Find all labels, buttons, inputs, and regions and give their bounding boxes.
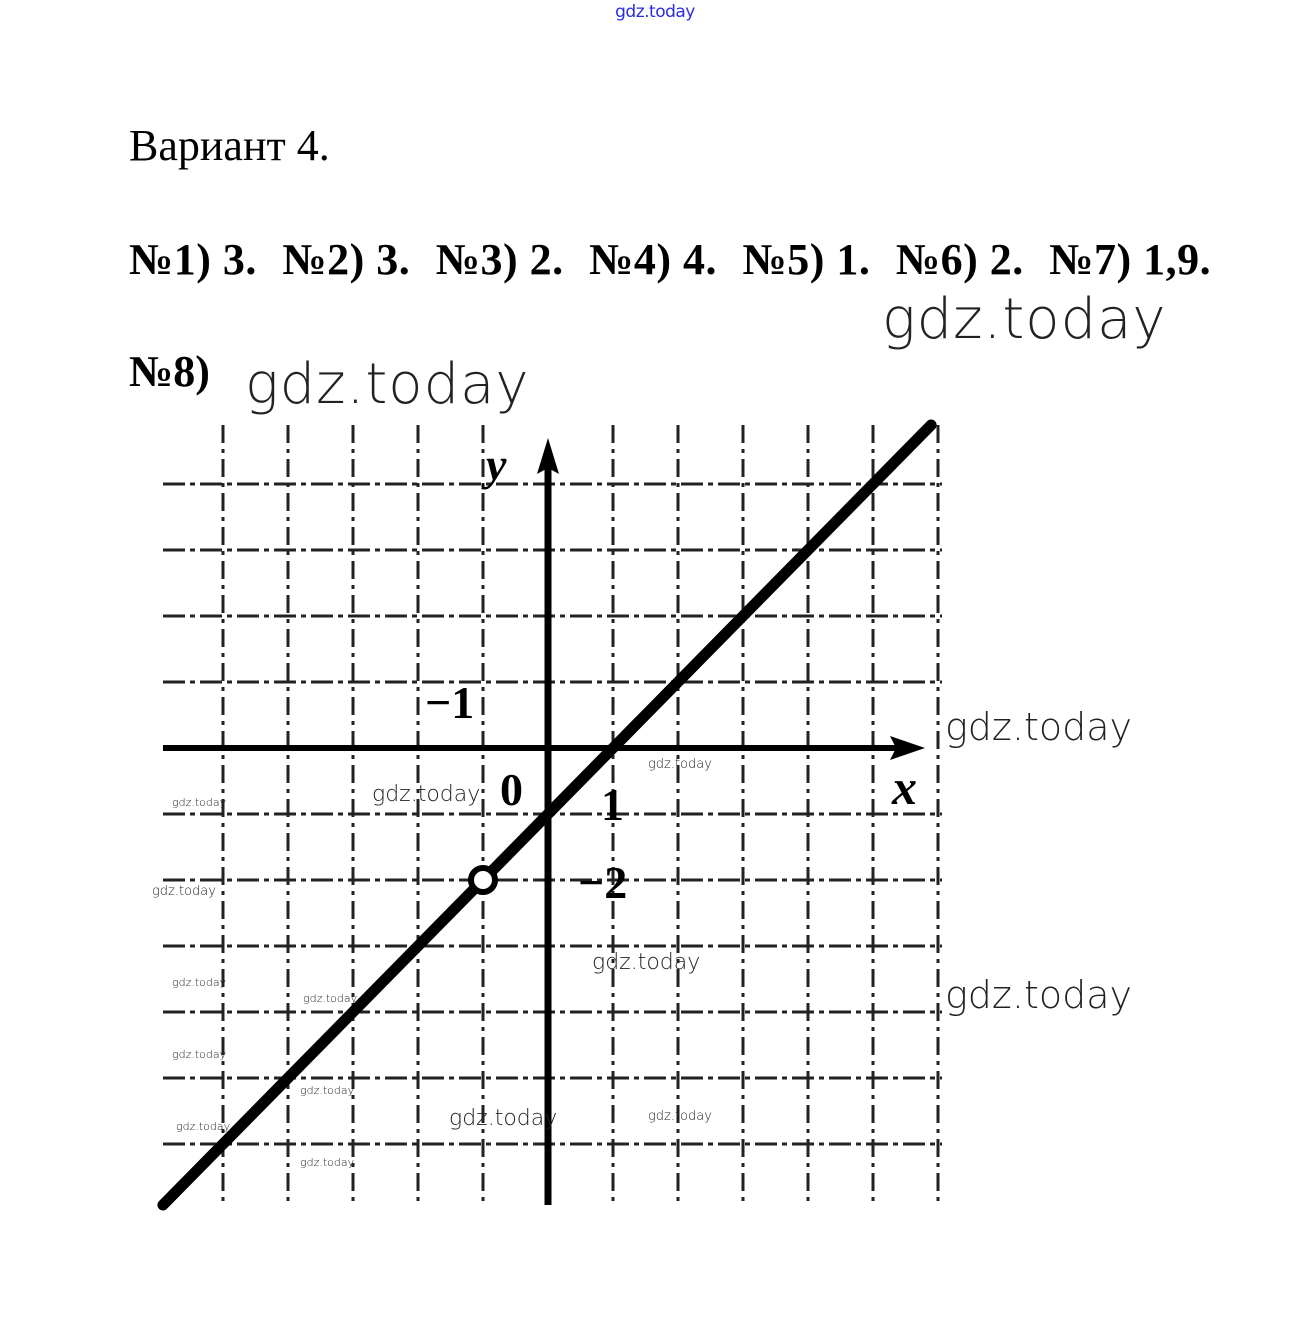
watermark: gdz.today	[152, 884, 216, 899]
watermark: gdz.today	[648, 1109, 712, 1124]
watermark: gdz.today	[372, 782, 481, 807]
answer-3: №3) 2.	[435, 235, 564, 284]
tick-label-y-minus1: −1	[425, 677, 475, 728]
header-site-link[interactable]: gdz.today	[615, 2, 695, 22]
watermark: gdz.today	[449, 1106, 558, 1131]
watermark: gdz.today	[303, 992, 358, 1005]
watermark: gdz.today	[176, 1120, 231, 1133]
watermark: gdz.today	[300, 1156, 355, 1169]
tick-label-x-1: 1	[601, 779, 624, 830]
watermark: gdz.today	[945, 973, 1132, 1017]
watermark: gdz.today	[300, 1084, 355, 1097]
watermark: gdz.today	[648, 757, 712, 772]
origin-label: 0	[500, 764, 523, 815]
tick-label-y-minus2: −2	[578, 857, 628, 908]
answer-6: №6) 2.	[895, 235, 1024, 284]
watermark: gdz.today	[945, 705, 1132, 749]
watermark: gdz.today	[172, 1048, 227, 1061]
y-axis-label: y	[486, 439, 507, 490]
excluded-point-marker	[471, 868, 495, 892]
answer-2: №2) 3.	[282, 235, 411, 284]
watermark: gdz.today	[882, 287, 1167, 352]
task-8-label: №8)	[129, 347, 210, 396]
watermark: gdz.today	[592, 950, 701, 975]
watermark: gdz.today	[172, 796, 227, 809]
answer-1: №1) 3.	[129, 235, 257, 284]
variant-title: Вариант 4.	[129, 121, 330, 170]
answer-7: №7) 1,9.	[1049, 235, 1212, 284]
watermark: gdz.today	[245, 352, 530, 417]
x-axis-label: x	[892, 759, 917, 815]
watermark: gdz.today	[172, 976, 227, 989]
answer-5: №5) 1.	[742, 235, 871, 284]
answer-4: №4) 4.	[589, 235, 717, 284]
